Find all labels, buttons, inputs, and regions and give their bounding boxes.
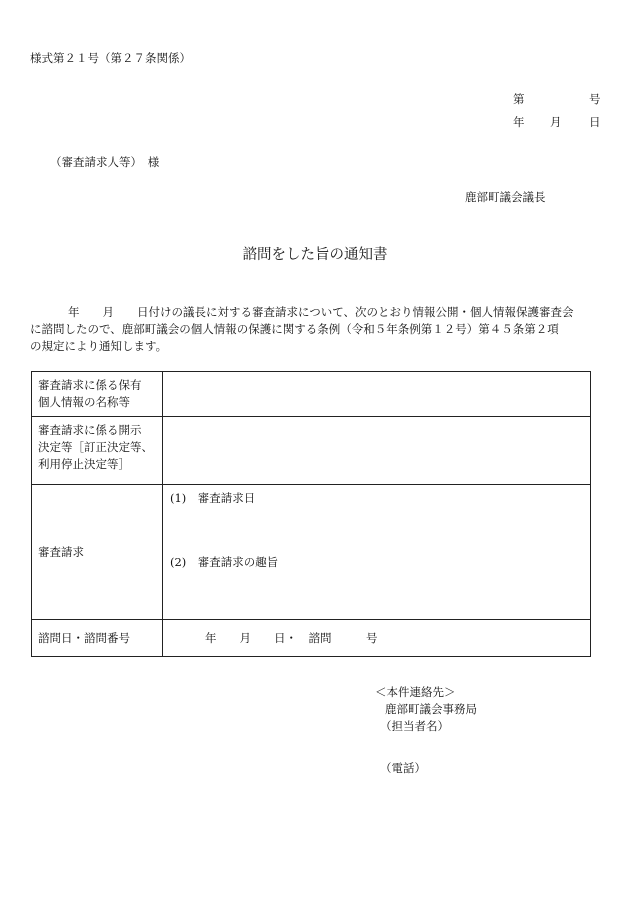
- document-number-suffix: 号: [589, 92, 601, 106]
- cell-review-request-label: [32, 485, 163, 620]
- contact-office: 鹿部町議会事務局: [385, 702, 477, 716]
- review-request-purpose: (2) 審査請求の趣旨: [170, 555, 279, 569]
- cell-consultation-label: [32, 620, 163, 657]
- date-month: 月: [550, 115, 562, 129]
- table-row: [32, 417, 591, 485]
- body-line-2: に諮問したので、鹿部町議会の個人情報の保護に関する条例（令和５年条例第１２号）第４５条第２項: [30, 322, 559, 336]
- consultation-date-number: 年 月 日・ 諮問 号: [205, 631, 378, 645]
- label-line: 審査請求に係る開示: [38, 423, 142, 437]
- contact-header: ＜本件連絡先＞: [375, 685, 456, 699]
- table-row: [32, 620, 591, 657]
- document-number-prefix: 第: [513, 92, 525, 106]
- label-line: 利用停止決定等］: [38, 457, 130, 471]
- addressee: （審査請求人等） 様: [50, 155, 160, 169]
- label-line: 決定等［訂正決定等、: [38, 440, 153, 454]
- body-line-1: 年 月 日付けの議長に対する審査請求について、次のとおり情報公開・個人情報保護審査会: [68, 305, 574, 319]
- label-line: 諮問日・諮問番号: [38, 630, 130, 645]
- cell-held-info-label: [32, 372, 163, 417]
- contact-person: （担当者名）: [380, 719, 449, 733]
- cell-review-request-value: [163, 485, 591, 620]
- review-request-date: (1) 審査請求日: [170, 491, 256, 505]
- label-line: 審査請求: [38, 544, 84, 559]
- form-number: 様式第２１号（第２７条関係）: [30, 51, 191, 65]
- table-row: [32, 485, 591, 620]
- table-row: [32, 372, 591, 417]
- cell-held-info-value: [163, 372, 591, 417]
- notice-table: [31, 371, 591, 657]
- date-day: 日: [589, 115, 601, 129]
- label-line: 個人情報の名称等: [38, 395, 130, 409]
- date-year: 年: [513, 115, 525, 129]
- sender: 鹿部町議会議長: [465, 190, 546, 204]
- contact-phone: （電話）: [380, 761, 426, 775]
- cell-disclosure-decision-label: [32, 417, 163, 485]
- cell-consultation-value: [163, 620, 591, 657]
- cell-disclosure-decision-value: [163, 417, 591, 485]
- body-text: [30, 304, 604, 355]
- label-line: 審査請求に係る保有: [38, 378, 142, 392]
- body-line-3: の規定により通知します。: [30, 339, 168, 353]
- document-title: 諮問をした旨の通知書: [242, 247, 388, 263]
